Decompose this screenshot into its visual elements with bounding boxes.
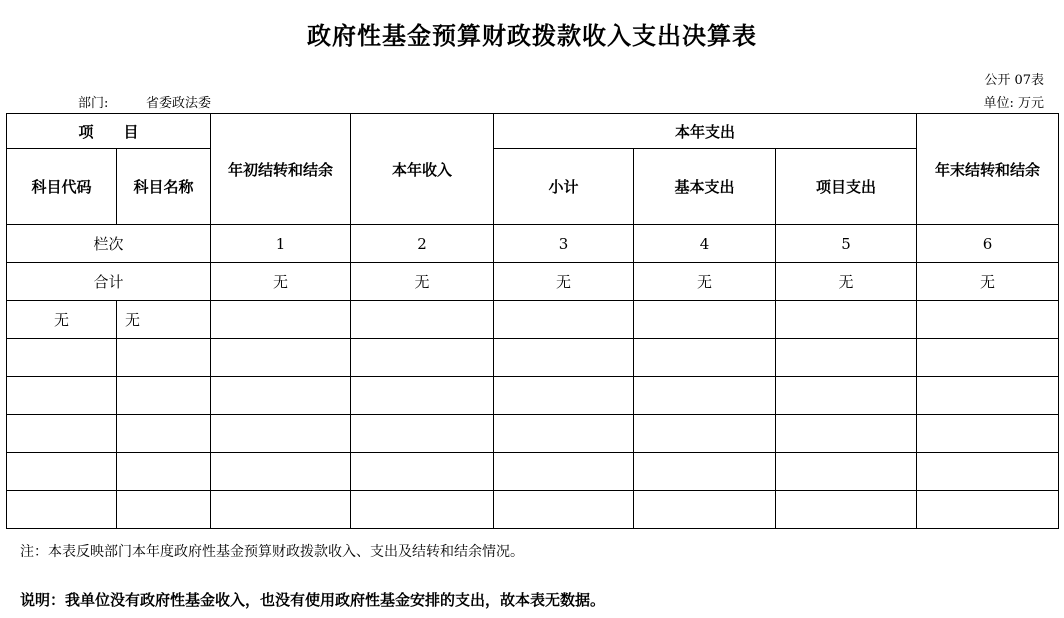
table-row	[7, 377, 1059, 415]
table-row	[7, 339, 1059, 377]
department-label: 部门:	[78, 96, 109, 111]
total-cell: 无	[494, 263, 634, 301]
header-row-1	[7, 114, 1059, 149]
unit-label: 单位: 万元	[983, 96, 1044, 111]
table-row	[7, 491, 1059, 529]
header-subject-name: 科目名称	[117, 149, 211, 225]
total-cell: 无	[776, 263, 917, 301]
total-cell: 无	[917, 263, 1059, 301]
header-item: 项 目	[7, 114, 211, 149]
column-number-label: 栏次	[7, 225, 211, 263]
total-cell: 无	[351, 263, 494, 301]
subject-code-cell: 无	[7, 301, 117, 339]
form-number: 公开 07表	[984, 73, 1044, 88]
budget-table	[6, 113, 1059, 529]
header-income: 本年收入	[351, 114, 494, 225]
department-value: 省委政法委	[146, 96, 212, 111]
header-closing-balance: 年末结转和结余	[917, 114, 1059, 225]
column-number-cell: 2	[351, 225, 494, 263]
explanation: 说明：我单位没有政府性基金收入，也没有使用政府性基金安排的支出，故本表无数据。	[20, 591, 606, 609]
subject-name-cell: 无	[117, 301, 211, 339]
table-note: 注：本表反映部门本年度政府性基金预算财政拨款收入、支出及结转和结余情况。	[20, 544, 524, 560]
header-basic-expense: 基本支出	[634, 149, 776, 225]
column-number-row	[7, 225, 1059, 263]
header-opening-balance: 年初结转和结余	[211, 114, 351, 225]
column-number-cell: 1	[211, 225, 351, 263]
table-row	[7, 453, 1059, 491]
header-expense-group: 本年支出	[494, 114, 917, 149]
total-cell: 无	[634, 263, 776, 301]
total-label: 合计	[7, 263, 211, 301]
column-number-cell: 3	[494, 225, 634, 263]
table-row	[7, 301, 1059, 339]
page-title: 政府性基金预算财政拨款收入支出决算表	[307, 22, 757, 50]
column-number-cell: 6	[917, 225, 1059, 263]
total-cell: 无	[211, 263, 351, 301]
table-row	[7, 415, 1059, 453]
header-row-2	[7, 149, 1059, 225]
column-number-cell: 4	[634, 225, 776, 263]
total-row	[7, 263, 1059, 301]
header-subtotal: 小计	[494, 149, 634, 225]
header-project-expense: 项目支出	[776, 149, 917, 225]
column-number-cell: 5	[776, 225, 917, 263]
header-subject-code: 科目代码	[7, 149, 117, 225]
